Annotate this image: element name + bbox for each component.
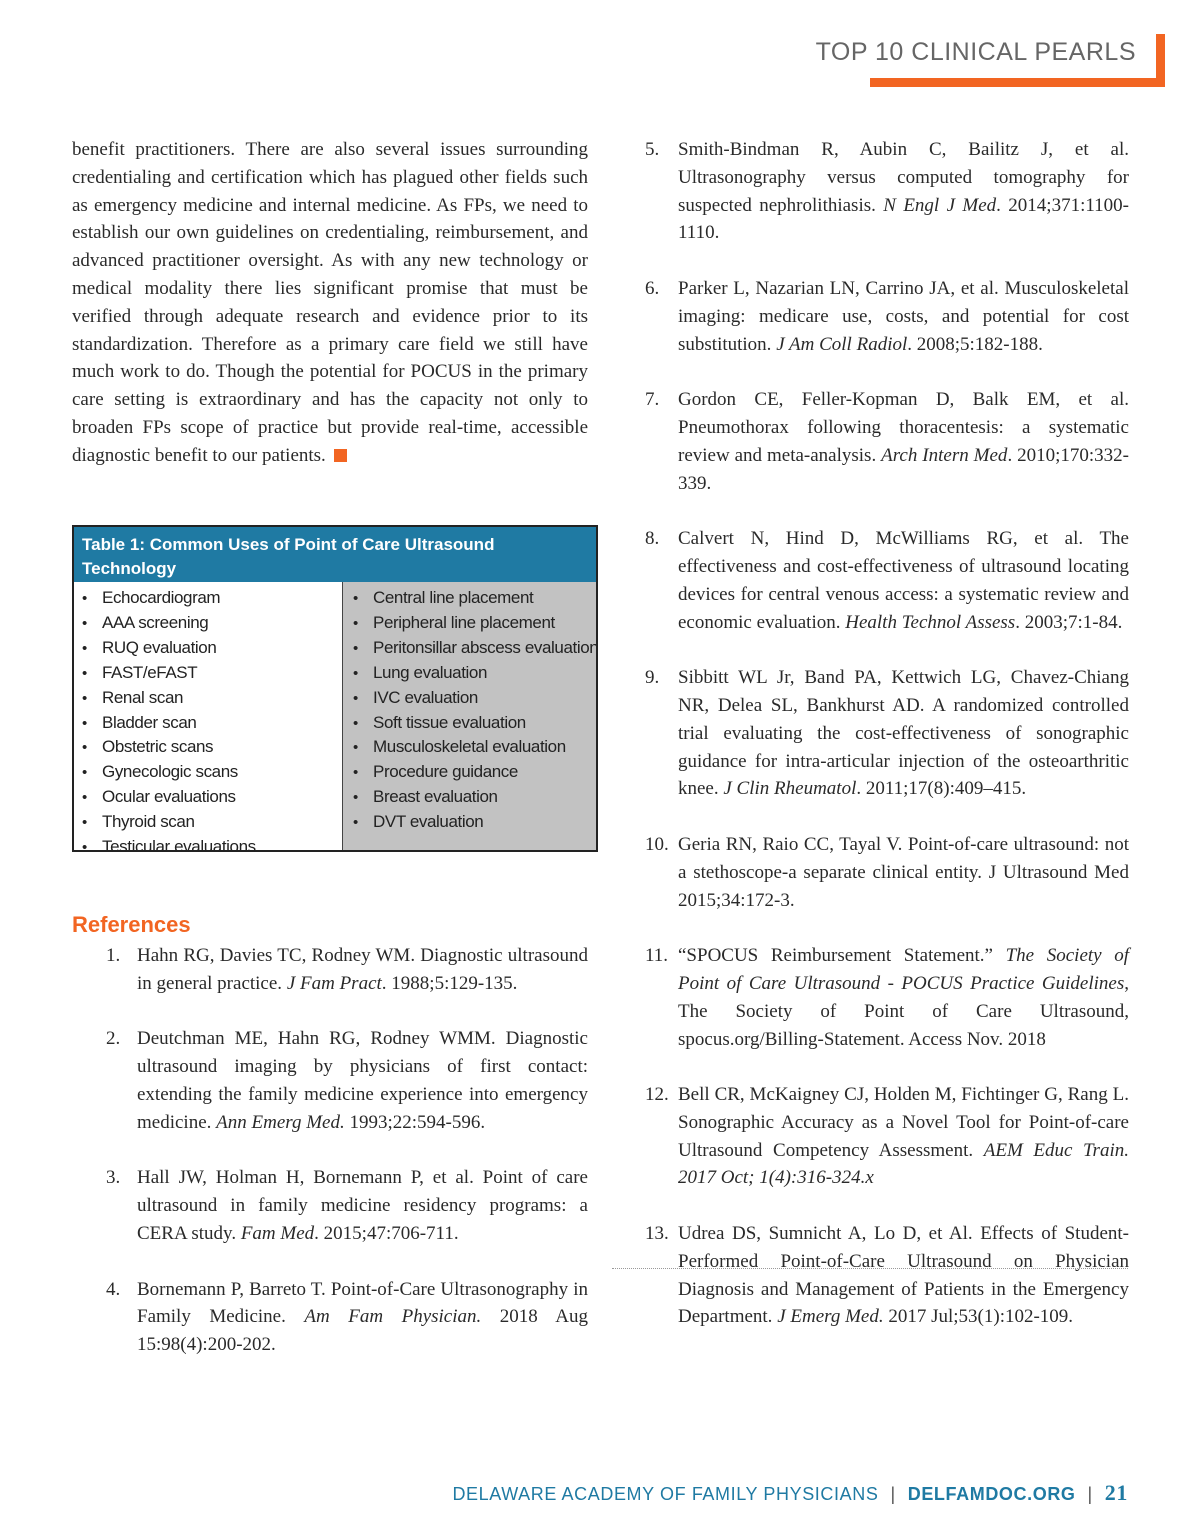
table-item-label: Thyroid scan	[102, 812, 195, 832]
reference-journal: Am Fam Physician.	[304, 1306, 482, 1328]
reference-text: Geria RN, Raio CC, Tayal V. Point-of-care ultrasound: not a stethoscope-a separate clinical entity. J Ultrasound Med 2015;34:172-3.	[678, 833, 1129, 911]
reference-text: 2018 Aug 15:98(4):200-202.	[137, 1306, 588, 1356]
reference-number: 10.	[645, 833, 669, 855]
table-right-column	[342, 582, 599, 850]
table-item-label: Soft tissue evaluation	[373, 712, 526, 732]
table-item	[351, 810, 596, 835]
bullet-icon: •	[353, 664, 358, 682]
reference-text: Bell CR, McKaigney CJ, Holden M, Fichtinger G, Rang L. Sonographic Accuracy as a Novel Tool for Point-of-care Ultrasound Competency Assessment.	[678, 1084, 1129, 1161]
page-number: 21	[1104, 1480, 1128, 1505]
reference-journal: J Emerg Med.	[777, 1306, 884, 1328]
table-item	[80, 636, 342, 661]
table-right-list	[351, 586, 599, 835]
bullet-icon: •	[82, 814, 87, 832]
table-item	[80, 711, 342, 736]
table-item-label: Gynecologic scans	[102, 762, 238, 782]
reference-text: , The Society of Point of Care Ultrasound, spocus.org/Billing-Statement. Access Nov. 2018	[678, 972, 1129, 1050]
table-item	[351, 735, 596, 760]
header-accent-bar	[1156, 34, 1165, 87]
bullet-icon: •	[82, 764, 87, 782]
table-left-list	[80, 586, 342, 860]
reference-number: 6.	[645, 277, 660, 299]
reference-item	[645, 664, 1129, 803]
section-title: TOP 10 CLINICAL PEARLS	[815, 38, 1136, 66]
end-of-article-mark	[334, 449, 347, 462]
bullet-icon: •	[82, 739, 87, 757]
table-item	[80, 586, 342, 611]
footer-site-link[interactable]: DELFAMDOC.ORG	[907, 1484, 1076, 1504]
table-item-label: Ocular evaluations	[102, 787, 236, 807]
body-paragraph-text: benefit practitioners. There are also several issues surrounding credentialing and certification which has plagued other fields such as emergency medicine and internal medicine. As FPs, we need to establish our own guidelines on credentialing, reimbursement, and advanced practitioner oversight. As with any new technology or medical modality there lies significant promise that must be verified through adequate research and evidence prior to its standardization. Therefore as a primary care field we still have much work to do. Though the potential for POCUS in the primary care setting is extraordinary and has the capacity not only to broaden FPs scope of practice but provide real-time, accessible diagnostic benefit to our patients.	[72, 139, 588, 466]
table-item	[80, 611, 342, 636]
reference-text: Smith-Bindman R, Aubin C, Bailitz J, et al. Ultrasonography versus computed tomography for suspected nephrolithiasis.	[678, 139, 1129, 216]
reference-item	[72, 1164, 588, 1247]
reference-number: 13.	[645, 1223, 669, 1245]
table-item	[80, 835, 342, 860]
page-footer	[452, 1480, 1128, 1506]
bullet-icon: •	[353, 714, 358, 732]
reference-item	[645, 525, 1129, 636]
reference-number: 9.	[645, 667, 660, 689]
reference-text: Bornemann P, Barreto T. Point-of-Care Ultrasonography in Family Medicine.	[137, 1278, 588, 1328]
table-item	[351, 661, 596, 686]
references-heading: References	[72, 912, 191, 937]
bullet-icon: •	[82, 590, 87, 607]
reference-journal: N Engl J Med	[883, 194, 997, 216]
table-item	[80, 785, 342, 810]
table-item-label: Procedure guidance	[373, 762, 518, 782]
references-left-column	[72, 942, 588, 1387]
reference-item	[72, 942, 588, 998]
reference-text: . 1988;5:129-135.	[381, 972, 518, 994]
reference-text: . 2003;7:1-84.	[1015, 611, 1123, 633]
reference-text: Sibbitt WL Jr, Band PA, Kettwich LG, Chavez-Chiang NR, Delea SL, Bankhurst AD. A randomized controlled trial evaluating the cost-effectiveness of sonographic guidance for intra-articular injection of the osteoarthritic knee.	[678, 667, 1129, 800]
reference-journal: Arch Intern Med	[881, 444, 1008, 466]
reference-text: . 2014;371:1100-1110.	[678, 194, 1129, 244]
table-item	[351, 760, 596, 785]
bullet-icon: •	[82, 614, 87, 632]
bullet-icon: •	[353, 590, 358, 607]
reference-journal: AEM Educ Train. 2017 Oct; 1(4):316-324.x	[678, 1139, 1129, 1189]
table-item-label: Lung evaluation	[373, 662, 488, 682]
bullet-icon: •	[82, 839, 87, 857]
footer-org: DELAWARE ACADEMY OF FAMILY PHYSICIANS	[452, 1484, 879, 1504]
reference-journal: Ann Emerg Med.	[216, 1111, 345, 1133]
reference-item	[645, 136, 1129, 247]
table-item-label: Bladder scan	[102, 712, 197, 732]
reference-number: 5.	[645, 139, 660, 160]
reference-text: . 2011;17(8):409–415.	[856, 778, 1027, 800]
table-title: Table 1: Common Uses of Point of Care Ultrasound Technology	[74, 527, 596, 582]
reference-text: Calvert N, Hind D, McWilliams RG, et al. The effectiveness and cost-effectiveness of ultrasound locating devices for central venous access: a systematic review and economic evaluation.	[678, 528, 1129, 633]
bullet-icon: •	[353, 764, 358, 782]
table-item	[80, 760, 342, 785]
reference-text: Hahn RG, Davies TC, Rodney WM. Diagnostic ultrasound in general practice.	[137, 945, 588, 994]
reference-text: . 2008;5:182-188.	[907, 333, 1043, 355]
reference-text: 1993;22:594-596.	[344, 1111, 486, 1133]
table-item	[351, 586, 596, 611]
table-item	[351, 636, 599, 661]
reference-journal: J Fam Pract	[286, 972, 382, 994]
references-right-column	[645, 136, 1129, 1359]
bullet-icon: •	[82, 639, 87, 657]
bullet-icon: •	[82, 664, 87, 682]
reference-journal: Fam Med	[240, 1222, 315, 1244]
bullet-icon: •	[82, 689, 87, 707]
reference-item	[645, 386, 1129, 497]
reference-text: Deutchman ME, Hahn RG, Rodney WMM. Diagnostic ultrasound imaging by physicians of first contact: extending the family medicine experience into emergency medicine.	[137, 1028, 588, 1133]
bullet-icon: •	[82, 714, 87, 732]
reference-text: 2017 Jul;53(1):102-109.	[883, 1306, 1074, 1328]
reference-item	[645, 1081, 1129, 1192]
table-item-label: IVC evaluation	[373, 687, 478, 707]
reference-journal: Health Technol Assess	[845, 611, 1016, 633]
reference-journal: The Society of Point of Care Ultrasound - POCUS Practice Guidelines	[678, 945, 1129, 994]
table-item-label: Breast evaluation	[373, 787, 498, 807]
reference-item	[645, 275, 1129, 358]
body-paragraph	[72, 136, 588, 470]
table-item-label: Peripheral line placement	[373, 612, 555, 632]
reference-number: 2.	[106, 1028, 121, 1050]
reference-text: Gordon CE, Feller-Kopman D, Balk EM, et al. Pneumothorax following thoracentesis: a systematic review and meta-analysis.	[678, 389, 1129, 466]
reference-number: 4.	[106, 1278, 121, 1300]
reference-number: 11.	[645, 945, 669, 967]
table-item-label: Echocardiogram	[102, 588, 221, 607]
reference-number: 8.	[645, 528, 660, 550]
table-item	[351, 611, 596, 636]
table-item-label: RUQ evaluation	[102, 637, 217, 657]
table-item-label: Peritonsillar abscess evaluation	[373, 637, 599, 657]
reference-text: Hall JW, Holman H, Bornemann P, et al. Point of care ultrasound in family medicine residency programs: a CERA study.	[137, 1167, 588, 1244]
table-item	[351, 686, 596, 711]
dotted-separator	[612, 1268, 1128, 1269]
bullet-icon: •	[353, 689, 358, 707]
reference-number: 12.	[645, 1084, 669, 1106]
table-left-column	[74, 582, 342, 857]
reference-journal: J Clin Rheumatol	[723, 778, 857, 800]
table-item	[351, 711, 596, 736]
bullet-icon: •	[353, 739, 358, 757]
reference-number: 1.	[106, 945, 121, 966]
reference-item	[645, 942, 1129, 1053]
table-item	[80, 661, 342, 686]
reference-item	[645, 1220, 1129, 1331]
table-item-label: DVT evaluation	[373, 812, 484, 832]
table-item-label: Central line placement	[373, 588, 534, 607]
table-item-label: AAA screening	[102, 612, 209, 632]
table-item	[80, 686, 342, 711]
reference-text: . 2015;47:706-711.	[314, 1222, 459, 1244]
reference-item	[72, 1276, 588, 1359]
reference-text: “SPOCUS Reimbursement Statement.”	[678, 945, 1006, 967]
bullet-icon: •	[353, 639, 358, 657]
bullet-icon: •	[82, 789, 87, 807]
table-item-label: Musculoskeletal evaluation	[373, 737, 566, 757]
table-item-label: Obstetric scans	[102, 737, 214, 757]
reference-text: Parker L, Nazarian LN, Carrino JA, et al. Musculoskeletal imaging: medicare use, costs, and potential for cost substitution.	[678, 277, 1129, 355]
header-accent-rule	[870, 78, 1165, 87]
footer-separator: |	[890, 1484, 896, 1504]
table-item	[80, 810, 342, 835]
bullet-icon: •	[353, 789, 358, 807]
table-item	[80, 735, 342, 760]
reference-item	[72, 1025, 588, 1136]
uses-table	[72, 525, 599, 857]
table-item-label: Testicular evaluations	[102, 837, 256, 857]
reference-text: Udrea DS, Sumnicht A, Lo D, et Al. Effects of Student-Performed Point-of-Care Ultrasound on Physician Diagnosis and Management of Patients in the Emergency Department.	[678, 1223, 1129, 1328]
bullet-icon: •	[353, 814, 358, 832]
reference-text: . 2010;170:332-339.	[678, 444, 1130, 494]
footer-separator-2: |	[1087, 1484, 1093, 1504]
table-item-label: Renal scan	[102, 687, 184, 707]
reference-item	[645, 831, 1129, 914]
table-item	[351, 785, 596, 810]
table-item-label: FAST/eFAST	[102, 662, 198, 682]
left-column	[72, 136, 588, 470]
reference-journal: J Am Coll Radiol	[776, 333, 908, 355]
reference-number: 3.	[106, 1167, 121, 1189]
bullet-icon: •	[353, 614, 358, 632]
reference-number: 7.	[645, 389, 660, 411]
